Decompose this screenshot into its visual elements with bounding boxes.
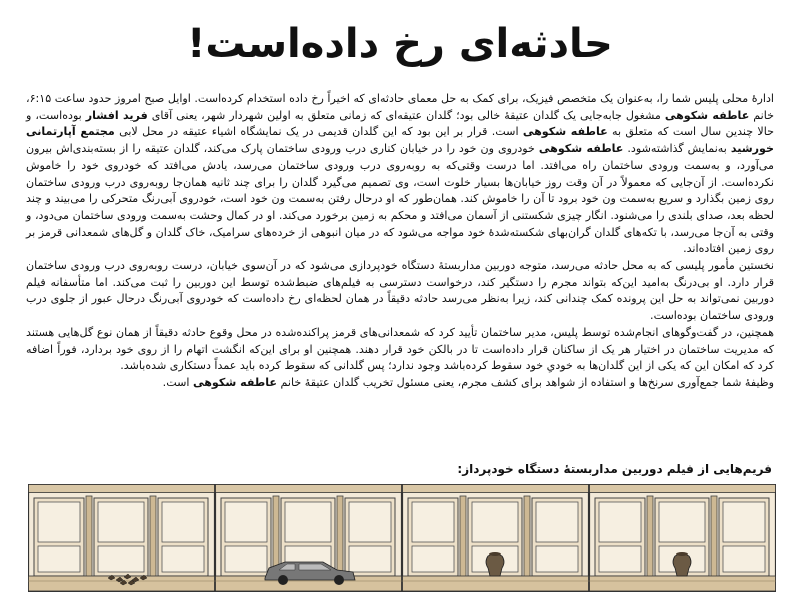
building-entrance-illustration: [28, 484, 215, 592]
cctv-frame-4: [28, 484, 215, 592]
page-title: حادثه‌ای رخ داده‌است!: [187, 21, 613, 67]
building-entrance-illustration: [589, 484, 776, 592]
antique-vase-icon: [673, 552, 691, 576]
building-entrance-illustration: [215, 484, 402, 592]
frames-caption: فریم‌هایی از فیلم دوربین مداربستهٔ دستگاه خودپرداز:: [457, 462, 772, 476]
building-entrance-illustration: [402, 484, 589, 592]
emphasized-name: عاطفه شکوهی: [522, 125, 608, 139]
paragraph-text: نخستین مأمور پلیسی که به محل حادثه می‌رسد، متوجه دوربین مداربستهٔ دستگاه خودپردازی می‌شود که در آن‌سوی خیابان، درست روبه‌روی درب ورودی ساختمان قرار دارد. او بی‌درنگ به‌امید این‌که بتواند مجرم را دستگیر کند، درخواست دسترسی به فیلم‌های ضبط‌شده توسط این دوربین را ثبت می‌کند. اما متأسفانه فیلم دوربین نمی‌تواند به حل این پرونده کمک چندانی کند، زیرا به‌نظر می‌رسد حادثه دقیقاً در همان لحظه‌ای رخ داده‌است که خودروی آبی‌رنگ درحال عبور از جلوی درب ورودی ساختمان بوده‌است.: [26, 259, 774, 323]
cctv-frame-2: [402, 484, 589, 592]
story-paragraph: [26, 258, 774, 325]
paragraph-text: بوده‌است، و حالا چندین سال است که متعلق به: [26, 108, 774, 139]
cctv-frames-strip: [28, 484, 776, 592]
paragraph-text: ادارهٔ محلی پلیس شما را، به‌عنوان یک متخصص فیزیک، برای کمک به حل معمای حادثه‌ای که اخیراً رخ داده استخدام کرده‌است. اوایل صبح امروز حدود ساعت ۶:۱۵، خانم: [26, 92, 775, 122]
paragraph-text: مشغول جابه‌جایی یک گلدان عتیقهٔ خالی بود؛ گلدان عتیقه‌ای که زمانی متعلق به اولین شهردار شهر، یعنی آقای: [147, 108, 665, 122]
emphasized-name: عاطفه شکوهی: [193, 375, 277, 389]
story-paragraph: [26, 375, 774, 392]
emphasized-name: عاطفه شکوهی: [664, 108, 750, 122]
emphasized-name: فرید افشار: [85, 108, 148, 122]
antique-vase-icon: [486, 552, 504, 576]
cctv-frame-3: [215, 484, 402, 592]
paragraph-text: خودروی ون خود را در خیابان کناری درب ورودی ساختمان پارک می‌کند، گلدان عتیقه را از بسته‌بندی‌اش بیرون می‌آورد، و به‌سمت ورودی ساختمان راه می‌افتد. اما درست وقتی‌که به روبه‌روی درب ورودی ساختمان می‌رسد، یادش می‌افتد که خودروی خود را خاموش نکرده‌است. از آن‌جایی که معمولاً در آن وقت روز خیابان‌ها بسیار خلوت است، وی تصمیم می‌گیرد گلدان را برای چند ثانیه همان‌جا روبه‌روی درب ورودی ساختمان روی زمین بگذارد و سریع به‌سمت ون خود برود تا آن را خاموش کند. همان‌طور که او درحال رفتن به‌سمت ون خود است، خودروی آبی‌رنگ متحرکی را می‌بیند و چند لحظه بعد، صدای بلندی را می‌شنود. انگار چیزی شکستنی از آسمان می‌افتد و محکم به زمین برخورد می‌کند. او در کمال وحشت به‌سمت ورودی ساختمان می‌دود، و وقتی به آن‌جا می‌رسد، با تکه‌های گلدان گران‌بهای شکسته‌شدهٔ خود مواجه می‌شود که در میان انبوهی از خرده‌های سرامیک، خاک گلدان و گل‌های شمعدانی قرمز بر روی زمین افتاده‌اند.: [26, 142, 774, 256]
paragraph-text: است. قرار بر این بود که این گلدان قدیمی در یک نمایشگاه اشیاء عتیقه در محل لابی: [114, 125, 523, 139]
cctv-frame-1: [589, 484, 776, 592]
story-paragraph: [26, 325, 774, 375]
story-paragraph: [26, 91, 774, 258]
paragraph-text: به‌نمایش گذاشته‌شود.: [623, 142, 731, 156]
paragraph-text: است.: [162, 375, 193, 389]
paragraph-text: همچنین، در گفت‌وگوهای انجام‌شده توسط پلیس، مدیر ساختمان تأیید کرد که شمعدانی‌های قرمز پراکنده‌شده در محل وقوع حادثه دقیقاً از همان نوع گل‌هایی هستند که مدیریت ساختمان در اختیار هر یک از ساکنان قرار داده‌است تا در بالکن خود قرار دهند. همچنین او برای این‌که انگشت اتهام را از روی خود بردارد، فوراً اضافه کرد که امکان این که یکی از این گلدان‌ها به خودیِ خود سقوط کرده‌باشد وجود ندارد؛ پس گلدانی که سقوط کرده باید عمداً دستکاری شده‌باشد.: [26, 325, 774, 373]
story-text: [26, 91, 774, 392]
emphasized-name: مجتمع آپارتمانی خورشید: [26, 125, 775, 156]
paragraph-text: وظیفهٔ شما جمع‌آوری سرنخ‌ها و استفاده از شواهد برای کشف مجرم، یعنی مسئول تخریب گلدان عتیقهٔ خانم: [277, 375, 774, 389]
emphasized-name: عاطفه شکوهی: [538, 142, 624, 156]
